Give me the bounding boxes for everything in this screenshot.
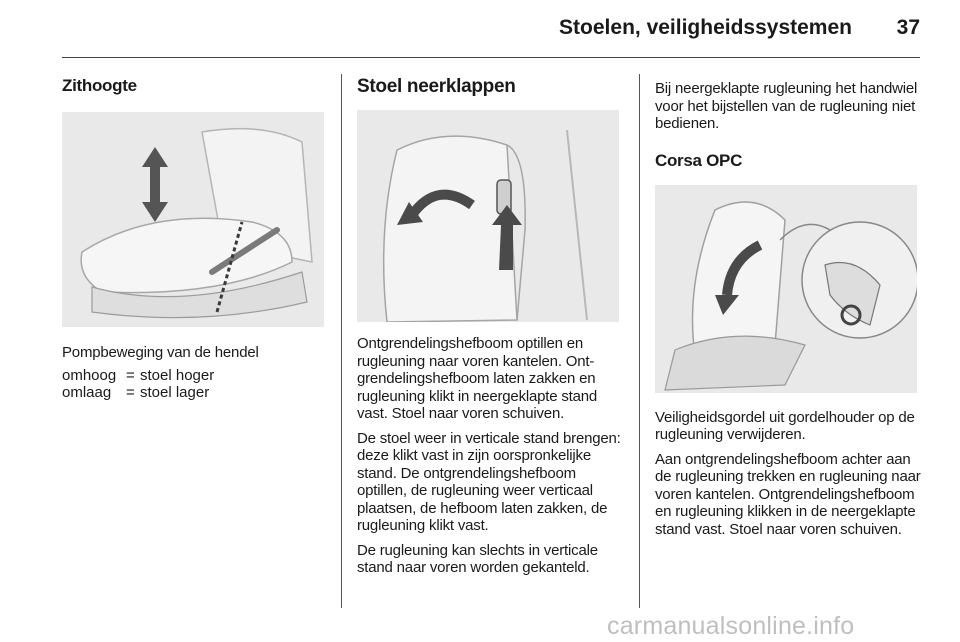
fold-instructions: Ontgrendelingshefboom optillen en rugleuning naar voren kantelen. Ontgrendelingshefboom laten zakken en rugleuning klikt in neergeklapte stand vast. Stoel naar voren schuiven. <box>357 335 598 422</box>
caption-pump: Pompbeweging van de hendel <box>62 344 259 361</box>
watermark-text: carmanualsonline.info <box>607 612 855 640</box>
fold-note: De rugleuning kan slechts in verticale stand naar voren worden gekanteld. <box>357 541 598 576</box>
opc-fold-instructions: Aan ontgrendelingshefboom achter aan de rugleuning trekken en rugleuning naar voren kantelen. Ontgrendelingshefboom en rugleuning klikken in de neergeklapte stand vast. Stoel naar voren schuiven. <box>655 450 921 538</box>
legend-eq: = <box>126 384 135 401</box>
fold-seat-illustration <box>357 110 619 322</box>
section-heading-corsa-opc: Corsa OPC <box>655 150 743 170</box>
page-header <box>62 14 920 44</box>
height-legend <box>62 367 330 402</box>
column-seat-height <box>62 72 330 402</box>
legend-value: stoel hoger <box>140 366 215 384</box>
header-title: Stoelen, veiligheidssystemen <box>559 16 852 39</box>
restore-instructions: De stoel weer in verticale stand brengen: deze klikt vast in zijn oorspronkelijke stand. De ontgrendelingshefboom optillen, de rugleuning weer verticaal plaatsen, de hefboom laten zakken, de rugleuning klikt vast. <box>357 429 621 534</box>
handwheel-warning: Bij neergeklapte rugleuning het handwiel voor het bijstellen van de rugleuning niet bedienen. <box>655 80 918 132</box>
legend-key: omhoog <box>62 366 117 384</box>
section-heading-zithoogte: Zithoogte <box>62 76 137 95</box>
legend-key: omlaag <box>62 384 112 401</box>
column-divider <box>341 74 342 608</box>
legend-eq: = <box>126 366 135 384</box>
column-fold-seat <box>357 72 625 577</box>
legend-value: stoel lager <box>140 384 210 401</box>
belt-instructions: Veiligheidsgordel uit gordelhouder op de rugleuning verwijderen. <box>655 408 915 443</box>
seat-height-illustration <box>62 112 324 327</box>
column-divider <box>639 74 640 608</box>
section-heading-stoel-neerklappen: Stoel neerklappen <box>357 76 516 97</box>
opc-seat-illustration <box>655 185 917 393</box>
page-number: 37 <box>896 16 920 39</box>
header-divider <box>62 57 920 58</box>
column-corsa-opc <box>655 72 923 538</box>
